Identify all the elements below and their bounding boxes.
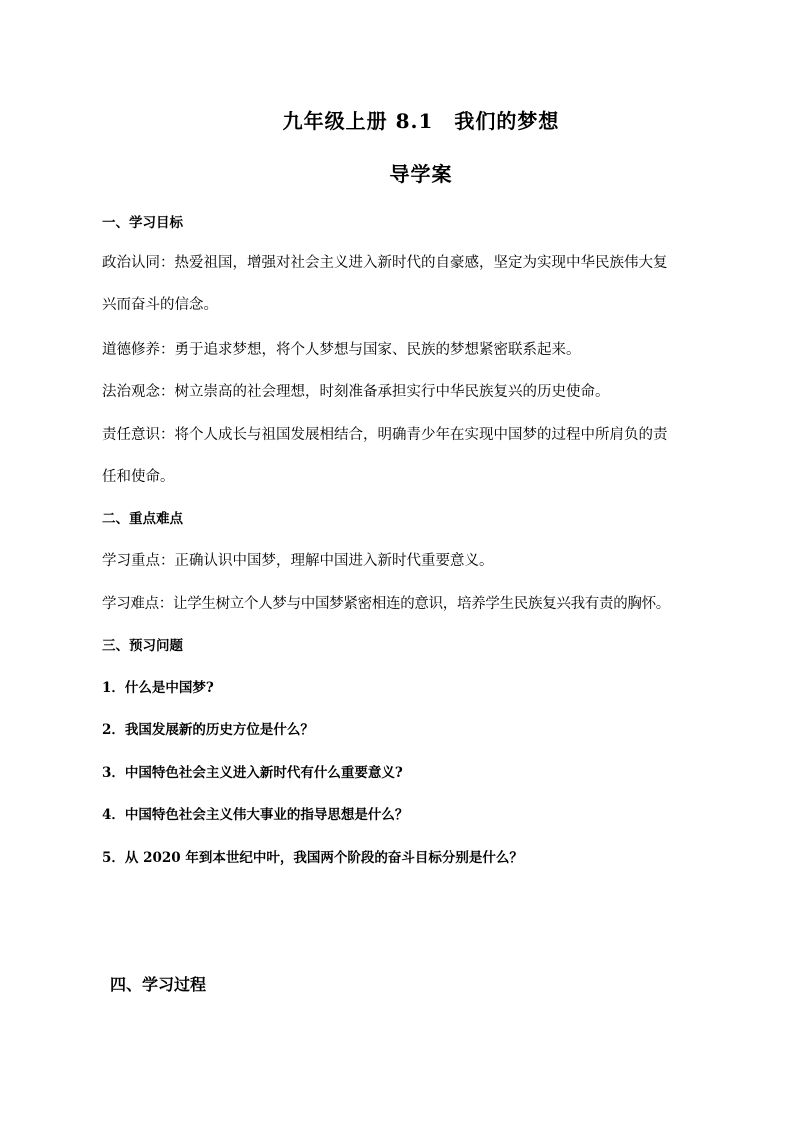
document-subtitle: 导学案 (389, 162, 453, 186)
objective-responsibility-line2: 任和使命。 (102, 469, 175, 485)
preview-question: 1．什么是中国梦? (102, 680, 214, 696)
preview-question: 2．我国发展新的历史方位是什么？ (102, 722, 314, 738)
section-heading-key-points: 二、重点难点 (102, 511, 183, 527)
objective-responsibility-line1: 责任意识：将个人成长与祖国发展相结合，明确青少年在实现中国梦的过程中所肩负的责 (102, 427, 668, 443)
objective-law: 法治观念：树立崇高的社会理想，时刻准备承担实行中华民族复兴的历史使命。 (102, 384, 610, 400)
objective-political-line2: 兴而奋斗的信念。 (102, 297, 218, 313)
section-heading-preview-questions: 三、预习问题 (102, 638, 183, 654)
objective-political-line1: 政治认同：热爱祖国，增强对社会主义进入新时代的自豪感，坚定为实现中华民族伟大复 (102, 255, 668, 271)
preview-question: 3．中国特色社会主义进入新时代有什么重要意义? (102, 765, 403, 781)
document-title: 九年级上册 8.1 我们的梦想 (282, 109, 560, 133)
section-heading-objectives: 一、学习目标 (102, 215, 183, 231)
difficult-point: 学习难点：让学生树立个人梦与中国梦紧密相连的意识，培养学生民族复兴我有责的胸怀。 (102, 596, 670, 612)
objective-moral: 道德修养：勇于追求梦想，将个人梦想与国家、民族的梦想紧密联系起来。 (102, 342, 581, 358)
section-heading-learning-process: 四、学习过程 (110, 975, 207, 994)
preview-question: 5．从 2020 年到本世纪中叶，我国两个阶段的奋斗目标分别是什么？ (102, 850, 523, 866)
preview-question: 4．中国特色社会主义伟大事业的指导思想是什么？ (102, 807, 409, 823)
key-point: 学习重点：正确认识中国梦，理解中国进入新时代重要意义。 (102, 553, 494, 569)
